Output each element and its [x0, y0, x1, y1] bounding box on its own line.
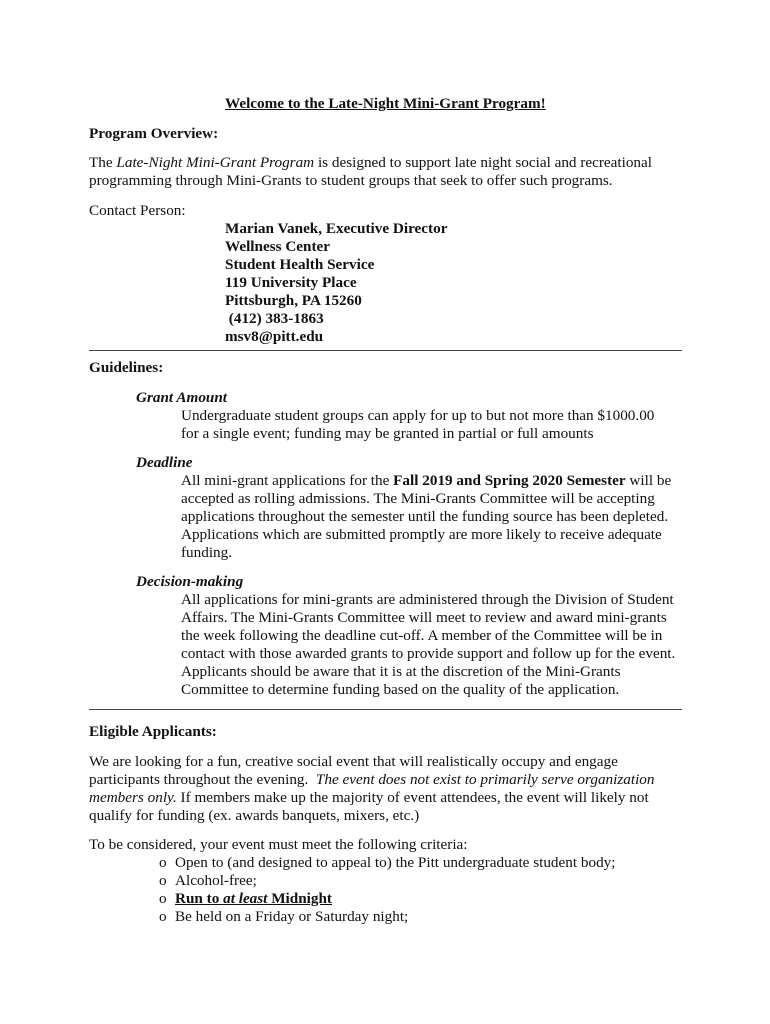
criteria-bullet-4: o	[159, 908, 167, 925]
grant-amount-title: Grant Amount	[136, 389, 228, 406]
eligible-line-2	[89, 771, 655, 789]
deadline-semester: Fall 2019 and Spring 2020 Semester	[393, 472, 626, 489]
eligible-line-4: qualify for funding (ex. awards banquets, mixers, etc.)	[89, 807, 420, 824]
deadline-line-1-pre: All mini-grant applications for the	[181, 472, 394, 489]
eligible-line-3-post: If members make up the majority of event attendees, the event will likely not	[176, 789, 649, 806]
overview-line-1-post: is designed to support late night social and recreational	[314, 154, 652, 171]
decision-line-3: the week following the deadline cut-off. A member of the Committee will be in	[181, 627, 663, 644]
decision-title: Decision-making	[136, 573, 244, 590]
program-name: Late-Night Mini-Grant Program	[116, 154, 315, 171]
contact-phone: (412) 383-1863	[225, 310, 324, 327]
eligible-line-3	[89, 789, 649, 807]
deadline-title: Deadline	[136, 454, 193, 471]
contact-name: Marian Vanek, Executive Director	[225, 220, 448, 237]
contact-email[interactable]: msv8@pitt.edu	[225, 328, 324, 345]
midnight-pre: Run to	[175, 890, 224, 907]
deadline-line-5: funding.	[181, 544, 233, 561]
deadline-line-4: Applications which are submitted promptly are more likely to receive adequate	[181, 526, 662, 543]
criteria-bullet-3: o	[159, 890, 167, 907]
page-title: Welcome to the Late-Night Mini-Grant Program!	[225, 95, 546, 112]
divider-2	[89, 709, 682, 710]
grant-amount-line-1: Undergraduate student groups can apply for up to but not more than $1000.00	[181, 407, 655, 424]
decision-line-4: contact with those awarded grants to provide support and follow up for the event.	[181, 645, 676, 662]
criteria-intro: To be considered, your event must meet the following criteria:	[89, 836, 468, 853]
criteria-item-4: Be held on a Friday or Saturday night;	[175, 908, 409, 925]
guidelines-heading: Guidelines:	[89, 359, 164, 376]
overview-line-1	[89, 154, 652, 172]
eligible-line-2-pre: participants throughout the evening.	[89, 771, 316, 788]
decision-line-1: All applications for mini-grants are administered through the Division of Student	[181, 591, 674, 608]
criteria-item-2: Alcohol-free;	[175, 872, 257, 889]
deadline-line-3: applications throughout the semester until the funding source has been depleted.	[181, 508, 669, 525]
eligible-line-1: We are looking for a fun, creative social event that will realistically occupy and engage	[89, 753, 618, 770]
eligible-heading: Eligible Applicants:	[89, 723, 217, 740]
decision-line-5: Applicants should be aware that it is at the discretion of the Mini-Grants	[181, 663, 621, 680]
overview-line-2: programming through Mini-Grants to student groups that seek to offer such programs.	[89, 172, 613, 189]
decision-line-2: Affairs. The Mini-Grants Committee will meet to review and award mini-grants	[181, 609, 667, 626]
contact-label: Contact Person:	[89, 202, 186, 219]
contact-organization: Student Health Service	[225, 256, 375, 273]
criteria-item-1: Open to (and designed to appeal to) the Pitt undergraduate student body;	[175, 854, 616, 871]
deadline-line-1-post: will be	[625, 472, 672, 489]
divider-1	[89, 350, 682, 351]
contact-city: Pittsburgh, PA 15260	[225, 292, 362, 309]
eligible-line-2-italic: The event does not exist to primarily serve organization	[315, 771, 655, 788]
criteria-bullet-1: o	[159, 854, 167, 871]
criteria-item-3	[175, 890, 332, 908]
midnight-italic: at least	[223, 890, 268, 907]
contact-department: Wellness Center	[225, 238, 331, 255]
midnight-post: Midnight	[267, 890, 332, 907]
deadline-line-2: accepted as rolling admissions. The Mini-Grants Committee will be accepting	[181, 490, 655, 507]
eligible-line-3-italic: members only.	[89, 789, 177, 806]
grant-amount-line-2: for a single event; funding may be granted in partial or full amounts	[181, 425, 594, 442]
overview-line-1-pre: The	[89, 154, 117, 171]
deadline-line-1	[181, 472, 671, 490]
overview-heading: Program Overview:	[89, 125, 219, 142]
decision-line-6: Committee to determine funding based on the quality of the application.	[181, 681, 620, 698]
contact-street: 119 University Place	[225, 274, 357, 291]
criteria-bullet-2: o	[159, 872, 167, 889]
